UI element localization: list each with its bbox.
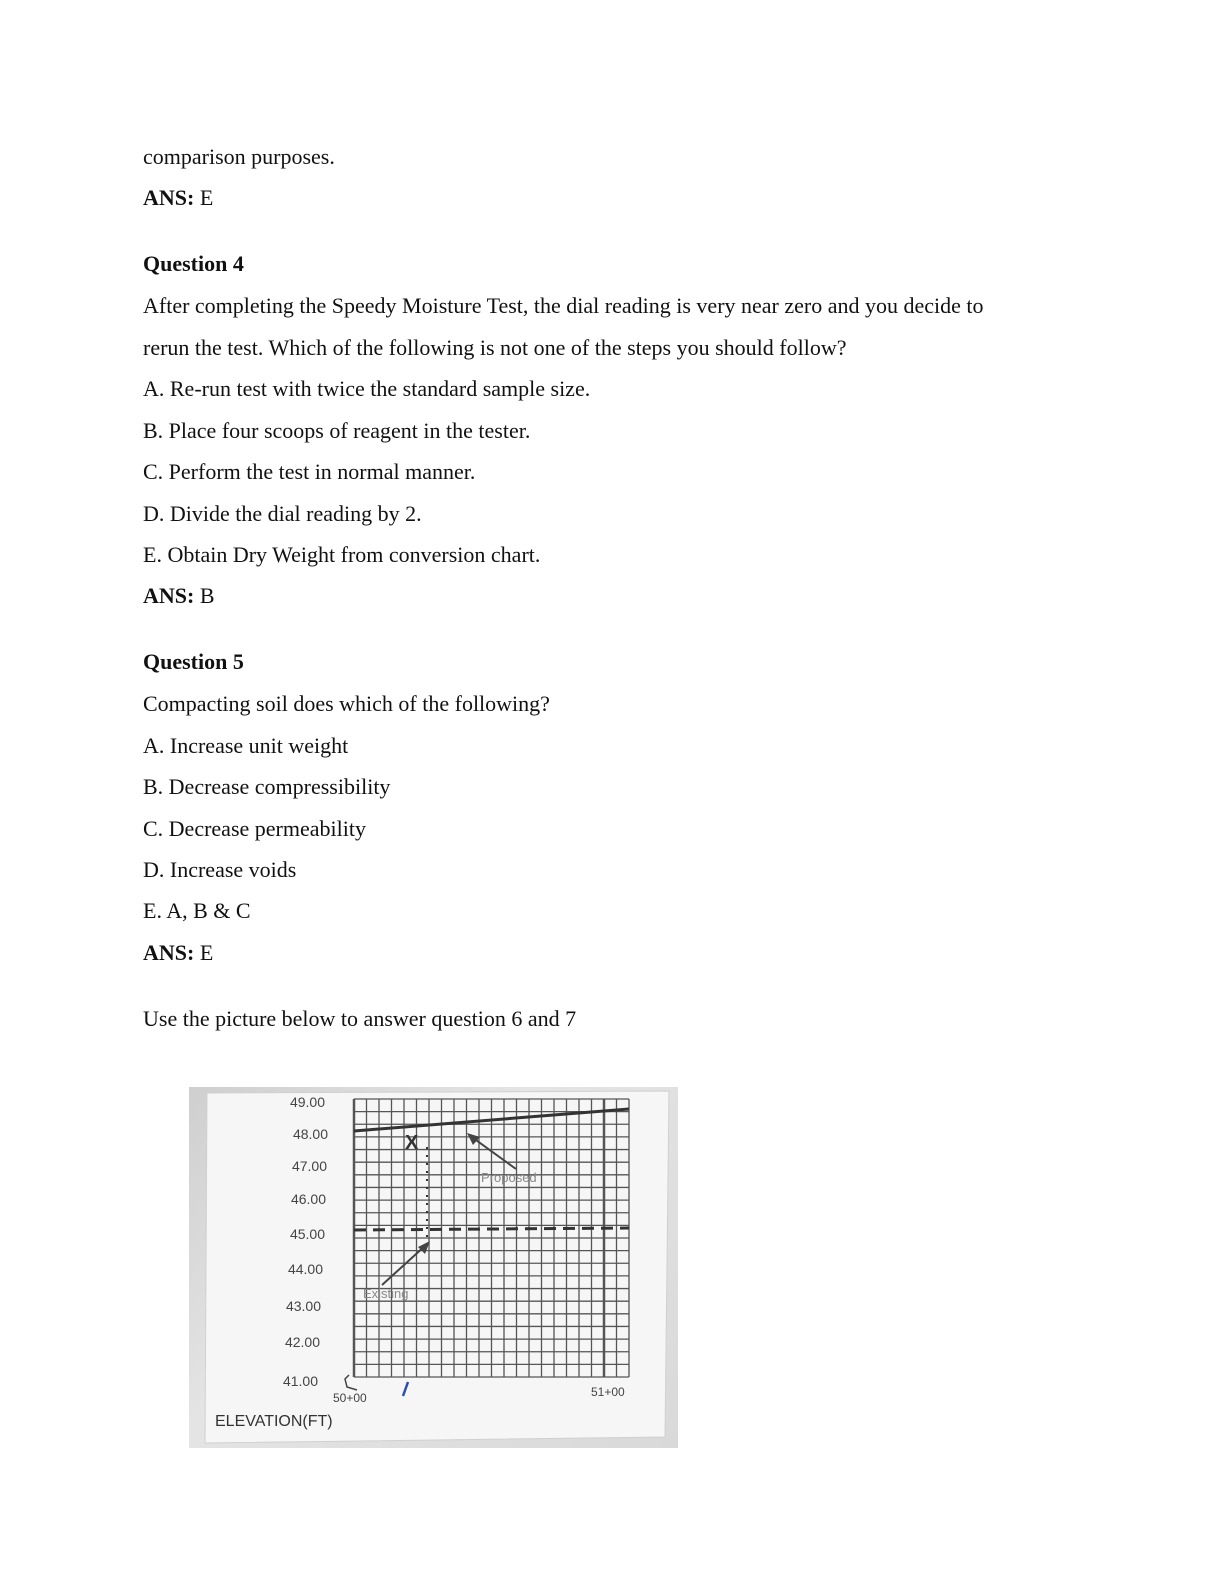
y-tick-label: 45.00: [289, 1226, 325, 1242]
q5-option-c: C. Decrease permeability: [143, 816, 366, 841]
continuation-text: comparison purposes.: [143, 144, 335, 169]
ans-label: ANS:: [143, 185, 195, 210]
proposed-label: Proposed: [481, 1170, 537, 1185]
station-marker: X: [405, 1132, 419, 1154]
existing-profile-line: [354, 1228, 629, 1230]
ans-value: E: [199, 940, 214, 965]
elevation-figure-photo: [189, 1087, 678, 1448]
question-4-title: Question 4: [143, 251, 244, 276]
ans-label: ANS:: [143, 940, 195, 965]
y-tick-label: 47.00: [291, 1158, 327, 1174]
q4-option-c: C. Perform the test in normal manner.: [143, 459, 476, 484]
q4-option-e: E. Obtain Dry Weight from conversion chart.: [143, 542, 541, 567]
y-tick-label: 46.00: [290, 1191, 326, 1207]
question-4-text-line2: rerun the test. Which of the following is not one of the steps you should follow?: [143, 335, 847, 360]
question-5-title: Question 5: [143, 649, 244, 674]
axis-title: ELEVATION(FT): [215, 1413, 333, 1430]
q5-option-e: E. A, B & C: [143, 898, 251, 923]
answer-q4: [143, 583, 215, 609]
ans-value: E: [199, 185, 214, 210]
q4-option-d: D. Divide the dial reading by 2.: [143, 501, 422, 526]
q4-option-a: A. Re-run test with twice the standard sample size.: [143, 376, 591, 401]
question-4-text-line1: After completing the Speedy Moisture Test, the dial reading is very near zero and you decide to: [143, 293, 984, 318]
existing-label: Existing: [363, 1286, 409, 1301]
answer-q5: [143, 940, 213, 966]
q5-option-b: B. Decrease compressibility: [143, 774, 391, 799]
x-end-label: 51+00: [591, 1385, 625, 1399]
figure-instruction: Use the picture below to answer question 6 and 7: [143, 1006, 577, 1031]
y-tick-label: 41.00: [282, 1373, 318, 1389]
y-tick-label: 49.00: [289, 1094, 325, 1110]
q5-option-a: A. Increase unit weight: [143, 733, 349, 758]
q4-option-b: B. Place four scoops of reagent in the tester.: [143, 418, 531, 443]
answer-q3: [143, 185, 213, 211]
question-5-text: Compacting soil does which of the following?: [143, 691, 550, 716]
y-tick-label: 42.00: [284, 1334, 320, 1350]
y-tick-label: 44.00: [287, 1261, 323, 1277]
y-tick-label: 43.00: [285, 1298, 321, 1314]
x-start-label: 50+00: [333, 1391, 367, 1405]
ans-label: ANS:: [143, 583, 195, 608]
ans-value: B: [199, 583, 215, 608]
q5-option-d: D. Increase voids: [143, 857, 297, 882]
y-tick-label: 48.00: [292, 1126, 328, 1142]
